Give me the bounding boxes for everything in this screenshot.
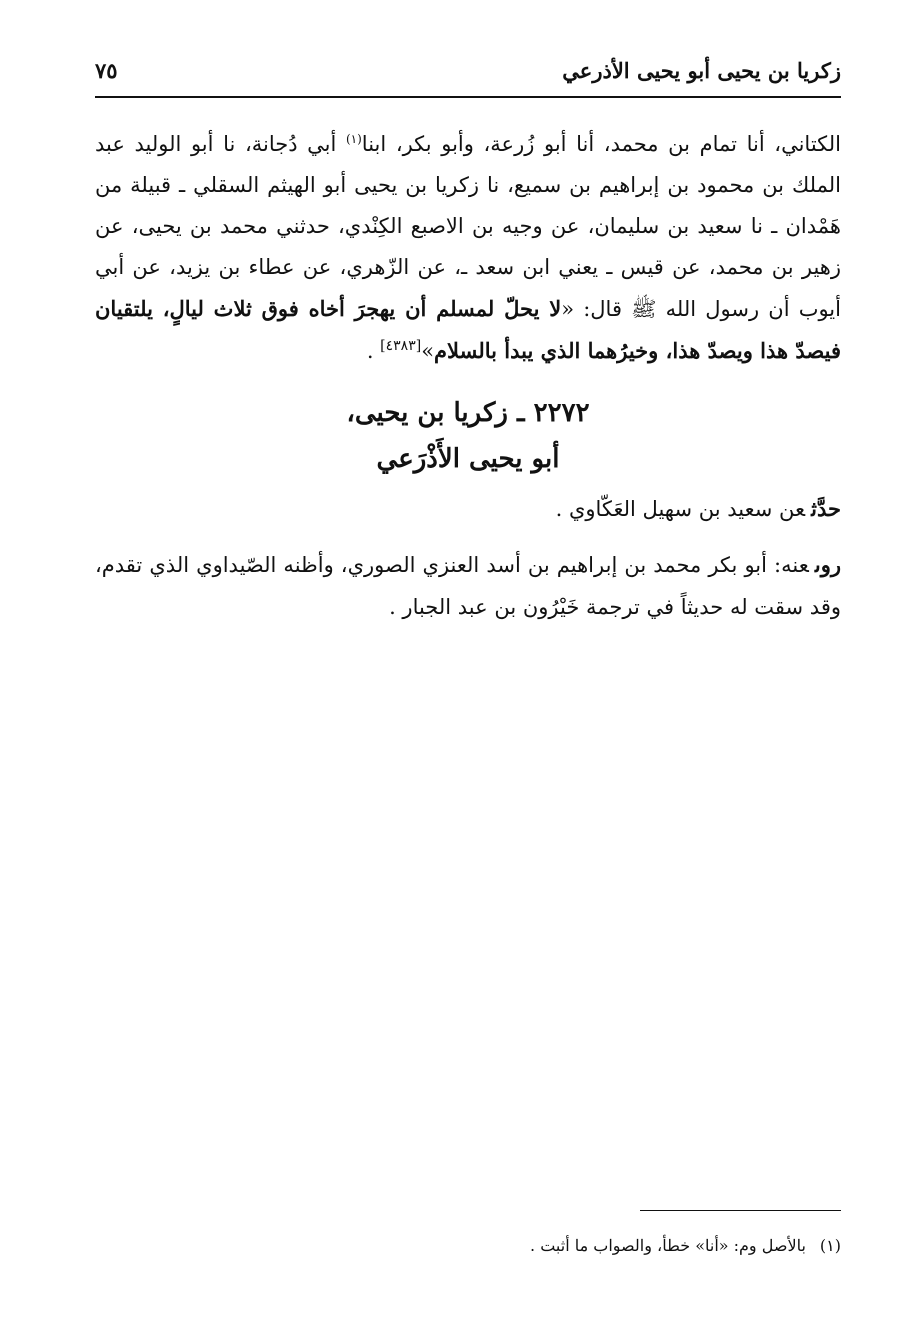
footnote-number: (١) [819, 1236, 841, 1255]
footnote-marker: (١) [345, 132, 362, 146]
quote-close: » [421, 339, 435, 363]
rawa-label: روى [814, 552, 841, 577]
haddath-text: عن سعيد بن سهيل العَكّاوي . [555, 497, 806, 521]
entry-heading [95, 390, 841, 482]
footnote [95, 1232, 841, 1260]
rawa-text: عنه: أبو بكر محمد بن إبراهيم بن أسد العنزي الصوري، وأظنه الصّيداوي الذي تقدم، وقد سقت له حديثاً في ترجمة خَيْرُون بن عبد الجبار . [95, 553, 841, 619]
running-header [95, 58, 841, 94]
running-title: زكريا بن يحيى أبو يحيى الأذرعي [562, 58, 841, 83]
paragraph-end: . [366, 339, 381, 363]
entry-title-line-2: أبو يحيى الأَذْرَعي [376, 444, 560, 474]
haddath-label: حدَّث [811, 496, 841, 521]
isnad-text-1: الكتاني، أنا تمام بن محمد، أنا أبو زُرعة، وأبو بكر، ابنا [361, 132, 841, 156]
hadith-paragraph [95, 124, 841, 372]
entry-title-line-1: ٢٢٧٢ ـ زكريا بن يحيى، [346, 398, 590, 428]
footnote-text: بالأصل وم: «أنا» خطأ، والصواب ما أثبت . [530, 1236, 806, 1255]
hadith-number: [٤٣٨٣] [380, 338, 422, 354]
haddath-section [95, 488, 841, 530]
footnote-rule [640, 1210, 841, 1211]
hadith-text: لا يحلّ لمسلم أن يهجرَ أخاه فوق ثلاث ليالٍ، يلتقيان فيصدّ هذا ويصدّ هذا، وخيرُهما الذي يبدأ بالسلام [95, 296, 841, 363]
rawa-section [95, 544, 841, 628]
header-rule [95, 96, 841, 98]
page-number: ٧٥ [95, 58, 118, 83]
isnad-text-2: أبي دُجانة، نا أبو الوليد عبد الملك بن محمود بن إبراهيم بن سميع، نا زكريا بن يحيى أبو الهيثم السقلي ـ قبيلة من هَمْدان ـ نا سعيد بن سليمان، عن وجيه بن الاصبع الكِنْدي، حدثني محمد بن يحيى، عن زهير بن محمد، عن قيس ـ يعني ابن سعد ـ، عن الزّهري، عن عطاء بن يزيد، عن أبي أيوب أن رسول الله ﷺ قال: « [95, 132, 841, 321]
